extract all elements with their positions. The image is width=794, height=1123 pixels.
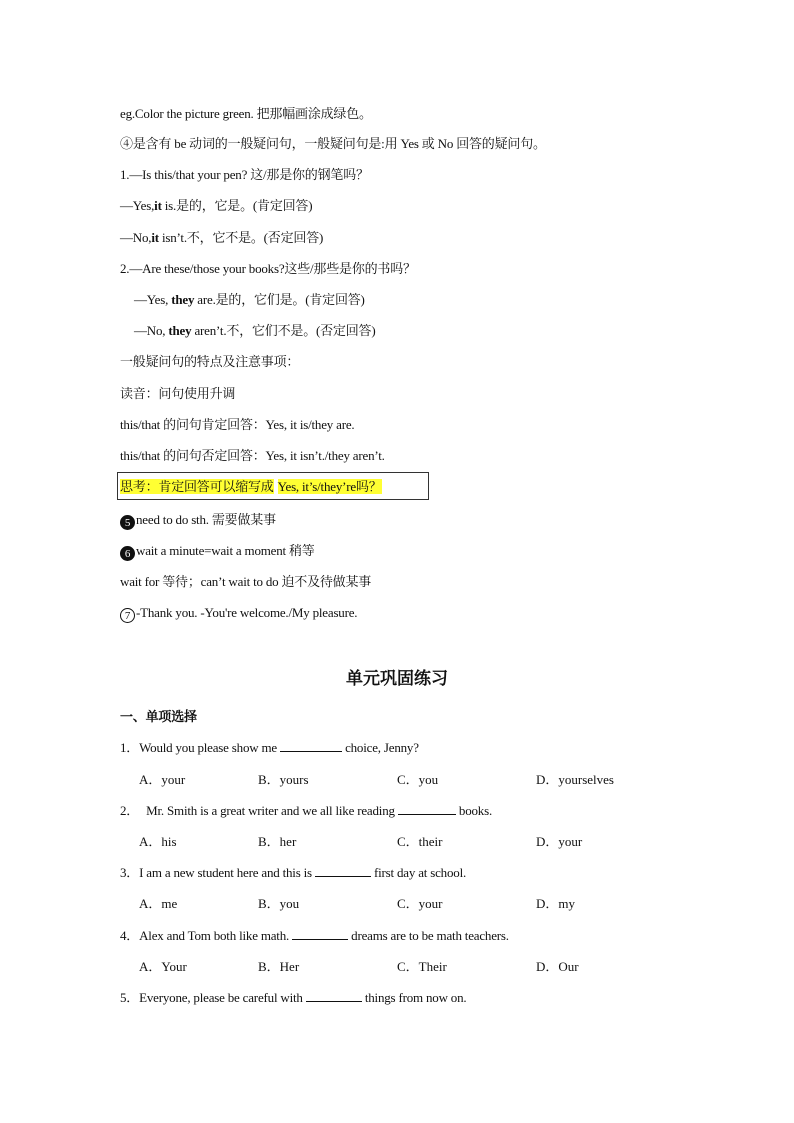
example-line: eg.Color the picture green. 把那幅画涂成绿色。 <box>120 106 372 121</box>
answer-blank[interactable] <box>292 927 348 940</box>
positive-answer-note: this/that 的问句肯定回答：Yes, it is/they are. <box>120 417 355 432</box>
features-title: 一般疑问句的特点及注意事项： <box>120 354 300 369</box>
point-4-text: 是含有 be 动词的一般疑问句，一般疑问句是:用 Yes 或 No 回答的疑问句。 <box>132 136 546 151</box>
example-1-yes: —Yes,it is.是的，它是。(肯定回答) <box>120 198 313 213</box>
q2-option-b[interactable]: B．her <box>258 834 297 849</box>
answer-blank[interactable] <box>315 864 371 877</box>
q4-option-c[interactable]: C．Their <box>397 959 447 974</box>
question-1: 1．Would you please show me choice, Jenny? <box>120 740 419 755</box>
point-4 <box>120 135 546 153</box>
point-5: 5 need to do sth. 需要做某事 <box>120 511 276 530</box>
q3-option-b[interactable]: B．you <box>258 896 300 911</box>
q1-option-a[interactable]: A．your <box>139 772 186 787</box>
circled-number-7: 7 <box>120 608 135 623</box>
circled-number-6: 6 <box>120 546 135 561</box>
question-5: 5．Everyone, please be careful with things from now on. <box>120 990 467 1005</box>
q2-option-d[interactable]: D．your <box>536 834 583 849</box>
think-question: 思考：肯定回答可以缩写成 Yes, it’s/they’re吗？ <box>120 479 382 494</box>
q3-option-d[interactable]: D．my <box>536 896 576 911</box>
point-7: 7 -Thank you. -You're welcome./My pleasure. <box>120 604 357 623</box>
q1-option-b[interactable]: B．yours <box>258 772 309 787</box>
question-3: 3．I am a new student here and this is first day at school. <box>120 865 467 880</box>
answer-blank[interactable] <box>306 989 362 1002</box>
example-2-no: —No, they aren’t.不，它们不是。(否定回答) <box>134 323 376 338</box>
question-4: 4．Alex and Tom both like math. dreams are to be math teachers. <box>120 928 509 943</box>
circled-number-5: 5 <box>120 515 135 530</box>
q2-option-a[interactable]: A．his <box>139 834 177 849</box>
question-2: 2． Mr. Smith is a great writer and we all like reading books. <box>120 803 493 818</box>
example-1-question: 1.—Is this/that your pen? 这/那是你的钢笔吗？ <box>120 167 369 182</box>
wait-for-note: wait for 等待；can’t wait to do 迫不及待做某事 <box>120 574 372 589</box>
q3-option-c[interactable]: C．your <box>397 896 443 911</box>
example-2-yes: —Yes, they are.是的，它们是。(肯定回答) <box>134 292 365 307</box>
q2-option-c[interactable]: C．their <box>397 834 443 849</box>
q4-option-b[interactable]: B．Her <box>258 959 300 974</box>
point-6: 6 wait a minute=wait a moment 稍等 <box>120 542 315 561</box>
intonation-note: 读音：问句使用升调 <box>120 386 236 401</box>
exercise-title: 单元巩固练习 <box>346 669 448 688</box>
example-1-no: —No,it isn’t.不，它不是。(否定回答) <box>120 230 324 245</box>
negative-answer-note: this/that 的问句否定回答：Yes, it isn’t./they aren’t. <box>120 448 385 463</box>
q1-option-c[interactable]: C．you <box>397 772 439 787</box>
section-heading: 一、单项选择 <box>120 709 197 724</box>
q4-option-d[interactable]: D．Our <box>536 959 579 974</box>
answer-blank[interactable] <box>280 739 342 752</box>
q4-option-a[interactable]: A．Your <box>139 959 187 974</box>
q3-option-a[interactable]: A．me <box>139 896 178 911</box>
answer-blank[interactable] <box>398 802 456 815</box>
q1-option-d[interactable]: D．yourselves <box>536 772 614 787</box>
example-2-question: 2.—Are these/those your books?这些/那些是你的书吗？ <box>120 261 416 276</box>
point-4-marker: ④ <box>120 136 133 151</box>
